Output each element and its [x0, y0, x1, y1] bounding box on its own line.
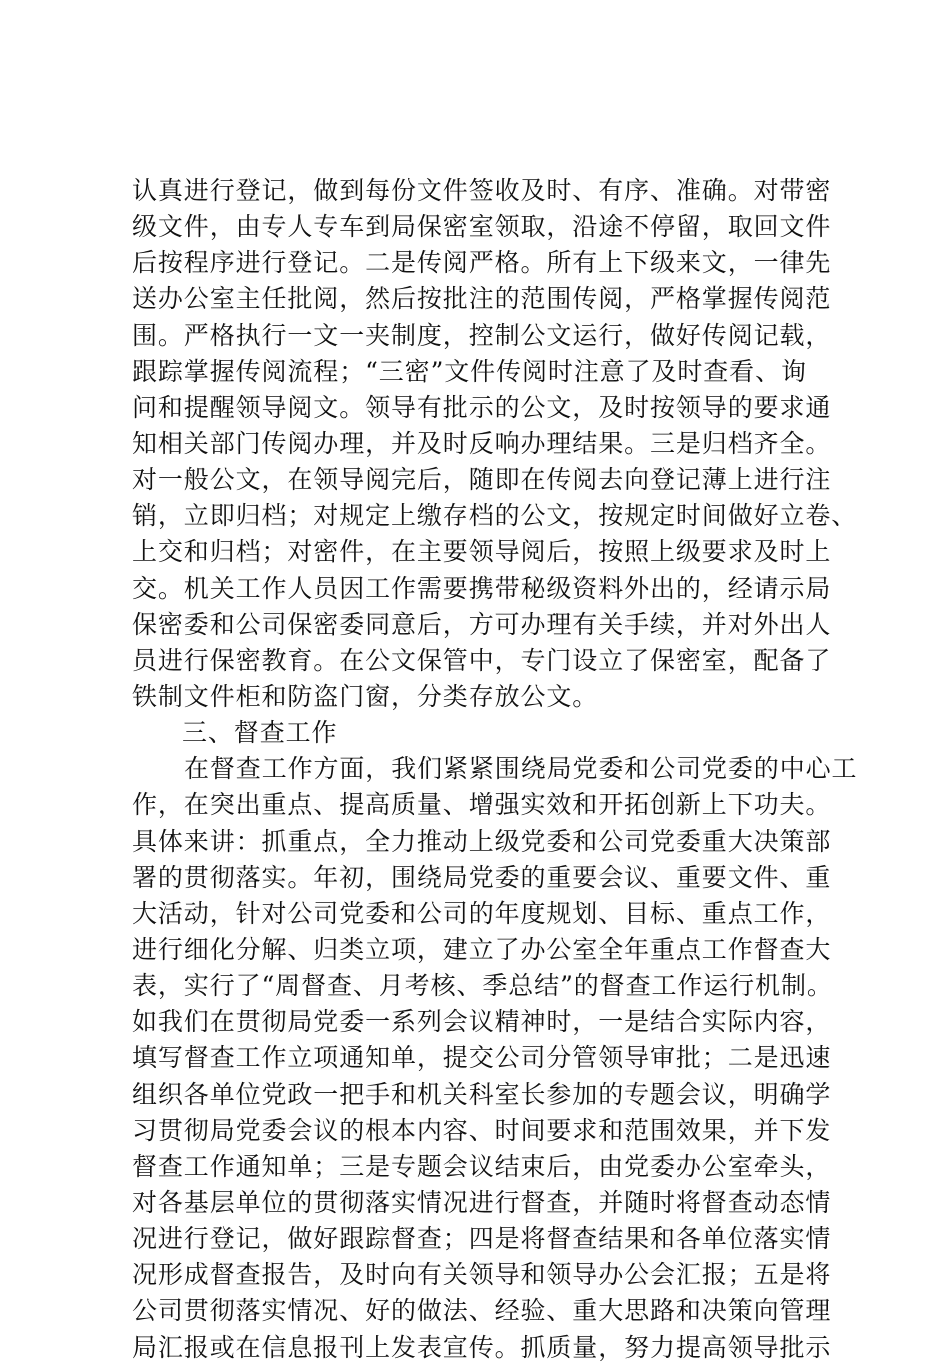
text-line: 况进行登记，做好跟踪督查；四是将督查结果和各单位落实情: [132, 1224, 832, 1254]
text-line: 况形成督查报告，及时向有关领导和领导办公会汇报；五是将: [132, 1260, 832, 1290]
text-line: 销，立即归档；对规定上缴存档的公文，按规定时间做好立卷、: [132, 501, 858, 531]
body-text: [132, 173, 858, 1366]
text-line: 上交和归档；对密件，在主要领导阅后，按照上级要求及时上: [132, 537, 832, 567]
text-line: 作，在突出重点、提高质量、增强实效和开拓创新上下功夫。: [132, 790, 832, 820]
text-line: 局汇报或在信息报刊上发表宣传。抓质量，努力提高领导批示: [132, 1332, 832, 1362]
text-line: 铁制文件柜和防盗门窗，分类存放公文。: [132, 681, 599, 711]
text-line: 围。严格执行一文一夹制度，控制公文运行，做好传阅记载，: [132, 320, 832, 350]
text-line: 级文件，由专人专车到局保密室领取，沿途不停留，取回文件: [132, 212, 832, 242]
text-line: 送办公室主任批阅，然后按批注的范围传阅，严格掌握传阅范: [132, 284, 832, 314]
text-line: 保密委和公司保密委同意后，方可办理有关手续，并对外出人: [132, 609, 832, 639]
text-line: 知相关部门传阅办理，并及时反响办理结果。三是归档齐全。: [132, 428, 832, 458]
text-line: 组织各单位党政一把手和机关科室长参加的专题会议，明确学: [132, 1079, 832, 1109]
text-line: 公司贯彻落实情况、好的做法、经验、重大思路和决策向管理: [132, 1296, 832, 1326]
text-line: 问和提醒领导阅文。领导有批示的公文，及时按领导的要求通: [132, 392, 832, 422]
text-line: 进行细化分解、归类立项，建立了办公室全年重点工作督查大: [132, 934, 832, 964]
text-line: 后按程序进行登记。二是传阅严格。所有上下级来文，一律先: [132, 248, 832, 278]
text-line: 跟踪掌握传阅流程；“三密”文件传阅时注意了及时查看、询: [132, 356, 807, 386]
section-heading: 三、督查工作: [182, 718, 338, 748]
text-line: 交。机关工作人员因工作需要携带秘级资料外出的，经请示局: [132, 573, 832, 603]
text-line: 在督查工作方面，我们紧紧围绕局党委和公司党委的中心工: [184, 754, 858, 784]
text-line: 具体来讲：抓重点，全力推动上级党委和公司党委重大决策部: [132, 826, 832, 856]
text-line: 大活动，针对公司党委和公司的年度规划、目标、重点工作，: [132, 898, 832, 928]
text-line: 表，实行了“周督查、月考核、季总结”的督查工作运行机制。: [132, 971, 833, 1001]
text-line: 对一般公文，在领导阅完后，随即在传阅去向登记薄上进行注: [132, 465, 832, 495]
text-line: 对各基层单位的贯彻落实情况进行督查，并随时将督查动态情: [132, 1187, 832, 1217]
text-line: 认真进行登记，做到每份文件签收及时、有序、准确。对带密: [132, 176, 832, 205]
text-line: 督查工作通知单；三是专题会议结束后，由党委办公室牵头，: [132, 1151, 832, 1181]
text-line: 署的贯彻落实。年初，围绕局党委的重要会议、重要文件、重: [132, 862, 832, 892]
text-line: 如我们在贯彻局党委一系列会议精神时，一是结合实际内容，: [132, 1007, 832, 1037]
text-line: 习贯彻局党委会议的根本内容、时间要求和范围效果，并下发: [132, 1115, 832, 1145]
text-line: 填写督查工作立项通知单，提交公司分管领导审批；二是迅速: [132, 1043, 832, 1073]
text-line: 员进行保密教育。在公文保管中，专门设立了保密室，配备了: [132, 645, 832, 675]
